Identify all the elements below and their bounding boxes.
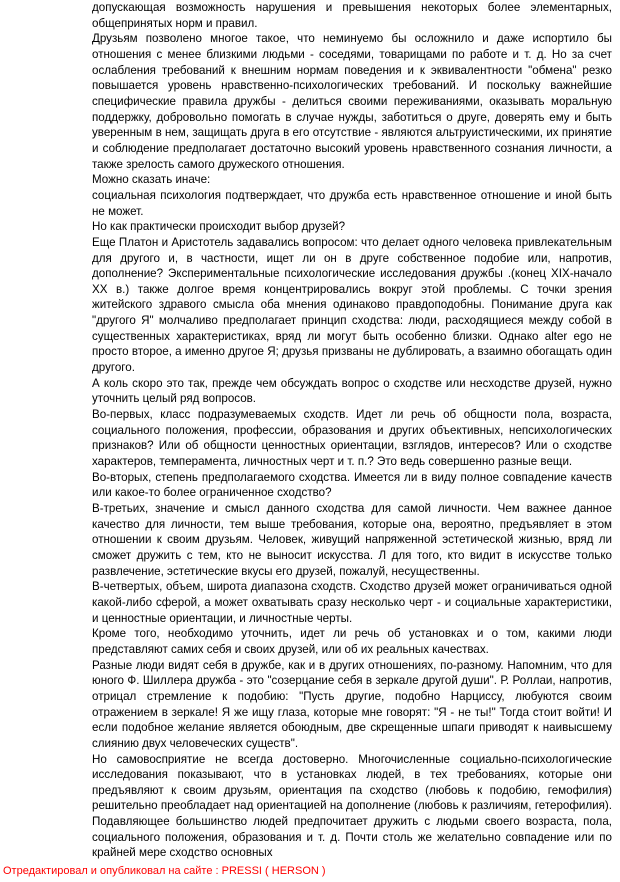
document-body [92,0,612,861]
paragraph-11: В-четвертых, объем, широта диапазона сходств. Сходство друзей может ограничиваться одной какой-либо сферой, а может охватывать сразу несколько черт - и социальные характеристики, и ценностные ориентации, и личностные черты. [92,580,612,625]
paragraph-6: Еще Платон и Аристотель задавались вопросом: что делает одного человека привлекательным для другого и, в частности, ищет ли он в друге собственное подобие или, напротив, дополнение? Экспериментальные психологические исследования дружбы .(конец XIX-начало XX в.) также долгое время концентрировались вокруг этой проблемы. С точки зрения житейского здравого смысла оба мнения одинаково правдоподобны. Понимание друга как "другого Я" молчаливо предполагает принцип сходства: люди, расходящиеся между собой в существенных характеристиках, вряд ли могут быть особенно близки. Однако alter ego не просто второе, а именно другое Я; друзья призваны не дублировать, а взаимно обогащать один другого. [92,235,612,375]
paragraph-7: А коль скоро это так, прежде чем обсуждать вопрос о сходстве или несходстве друзей, нужно уточнить целый ряд вопросов. [92,376,612,406]
paragraph-12: Кроме того, необходимо уточнить, идет ли речь об установках и о том, какими люди представляют самих себя и своих друзей, или об их реальных качествах. [92,627,612,656]
paragraph-2: Друзьям позволено многое такое, что неминуемо бы осложнило и даже испортило бы отношения с менее близкими людьми - соседями, товарищами по работе и т. д. Но за счет ослабления требований к внешним нормам поведения и к эквивалентности "обмена" резко повышается уровень нравственно-психологических требований. И поскольку важнейшие специфические правила дружбы - делиться своими переживаниями, оказывать моральную поддержку, добровольно помогать в случае нужды, заботиться о друге, доверять ему и быть уверенным в нем, защищать друга в его отсутствие - являются альтруистическими, их принятие и соблюдение предполагает достаточно высокий уровень нравственного сознания личности, а также зрелость самого дружеского отношения. [92,32,612,171]
paragraph-9: Во-вторых, степень предполагаемого сходства. Имеется ли в виду полное совпадение качеств или какое-то более ограниченное сходство? [92,470,612,500]
footer-credit: Отредактировал и опубликовал на сайте : PRESSI ( HERSON ) [3,865,326,877]
paragraph-8: Во-первых, класс подразумеваемых сходств. Идет ли речь об общности пола, возраста, социального положения, профессии, образования и других объективных, непсихологических признаков? Или об общности ценностных ориентации, взглядов, интересов? Или о сходстве характеров, темперамента, личностных черт и т. п.? Это ведь совершенно разные вещи. [92,408,612,469]
paragraph-1: допускающая возможность нарушения и превышения некоторых более элементарных, общепринятых норм и правил. [92,1,612,30]
paragraph-5: Но как практически происходит выбор друзей? [92,220,346,234]
paragraph-10: В-третьих, значение и смысл данного сходства для самой личности. Чем важнее данное качество для личности, тем выше требования, которые она, вероятно, предъявляет в этом отношении к своим друзьям. Человек, живущий напряженной эстетической жизнью, вряд ли сможет дружить с тем, кто не выносит искусства. Л для того, кто видит в искусстве только развлечение, эстетические вкусы его друзей, пожалуй, несущественны. [92,502,612,578]
paragraph-14: Но самовосприятие не всегда достоверно. Многочисленные социально-психологические исследования показывают, что в установках людей, в тех требованиях, которые они предъявляют к своим друзьям, ориентация па сходство (любовь к подобию, гемофилия) решительно преобладает над ориентацией на дополнение (любовь к различиям, гетерофилия). Подавляющее большинство людей предпочитает дружить с людьми своего возраста, пола, социального положения, образования и т. д. Почти столь же желательно совпадение или по крайней мере сходство основных [92,752,612,860]
paragraph-4: социальная психология подтверждает, что дружба есть нравственное отношение и иной быть не может. [92,188,612,218]
paragraph-3: Можно сказать иначе: [92,173,211,187]
paragraph-13: Разные люди видят себя в дружбе, как и в других отношениях, по-разному. Напомним, что для юного Ф. Шиллера дружба - это "созерцание себя в зеркале другой души". Р. Роллаи, напротив, отрицал стремление к подобию: "Пусть другие, подобно Нарциссу, любуются своим отражением в зеркале! Я же ищу глаза, которые мне говорят: "Я - не ты!" Тогда стоит войти! И если подобное желание является обоюдным, две скрещенные шпаги приводят к наивысшему слиянию двух человеческих существ". [92,658,612,750]
